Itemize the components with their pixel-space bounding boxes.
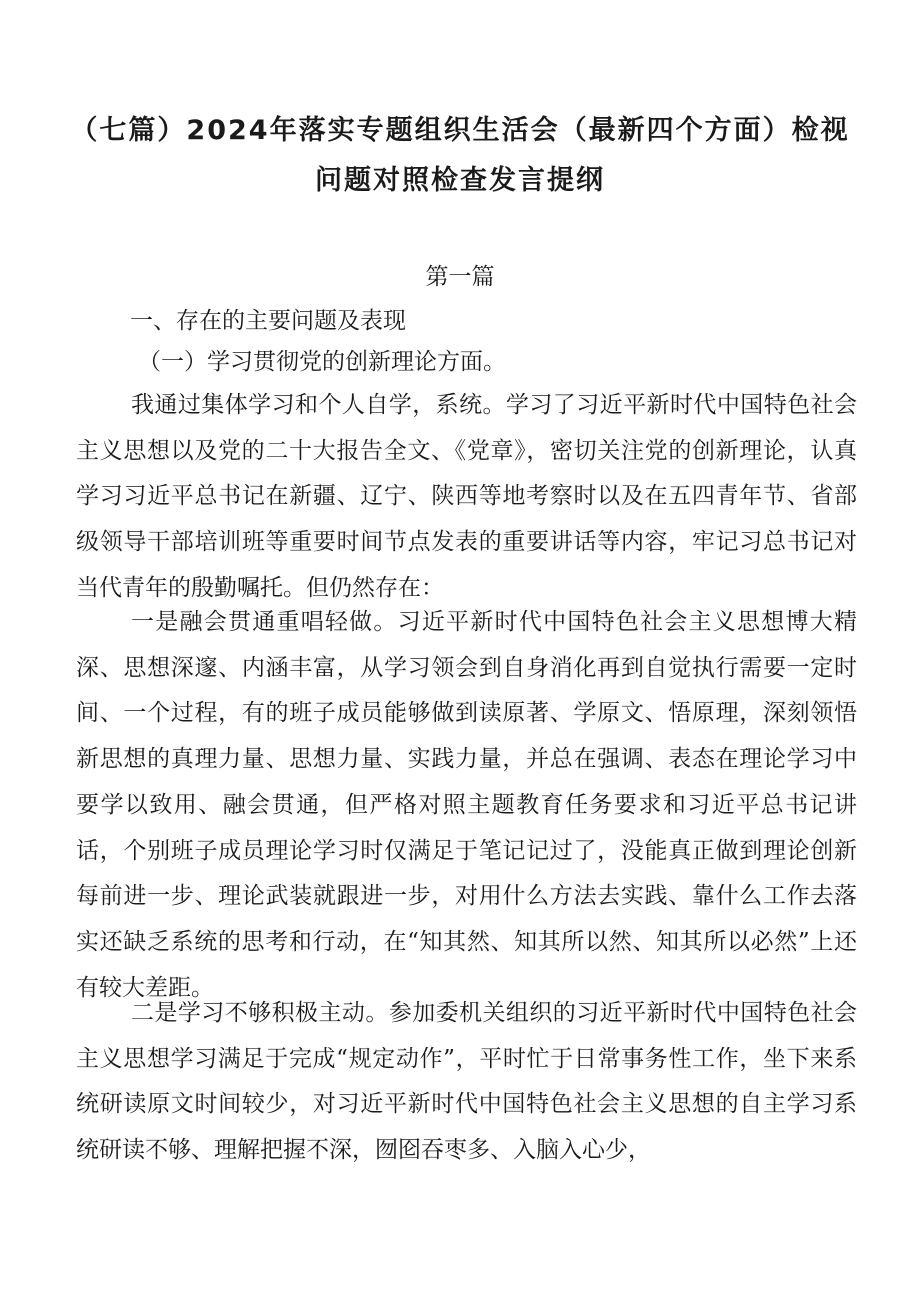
heading-level-2: （一）学习贯彻党的创新理论方面。	[138, 349, 506, 375]
document-title: （七篇）2024年落实专题组织生活会（最新四个方面）检视问题对照检查发言提纲	[70, 115, 850, 196]
section-title: 第一篇	[425, 264, 495, 290]
body-paragraph: 二是学习不够积极主动。参加委机关组织的习近平新时代中国特色社会主义思想学习满足于完成“规定动作”，平时忙于日常事务性工作，坐下来系统研读原文时间较少，对习近平新时代中国特色社会主义思想的自主学习系统研读不够、理解把握不深，囫囵吞枣多、入脑入心少，	[76, 1000, 857, 1164]
body-paragraph: 我通过集体学习和个人自学，系统。学习了习近平新时代中国特色社会主义思想以及党的二十大报告全文、《党章》，密切关注党的创新理论，认真学习习近平总书记在新疆、辽宁、陕西等地考察时以及在五四青年节、省部级领导干部培训班等重要时间节点发表的重要讲话等内容，牢记习总书记对当代青年的殷勤嘱托。但仍然存在：	[76, 392, 857, 601]
body-paragraph: 一是融会贯通重唱轻做。习近平新时代中国特色社会主义思想博大精深、思想深邃、内涵丰富，从学习领会到自身消化再到自觉执行需要一定时间、一个过程，有的班子成员能够做到读原著、学原文、悟原理，深刻领悟新思想的真理力量、思想力量、实践力量，并总在强调、表态在理论学习中要学以致用、融会贯通，但严格对照主题教育任务要求和习近平总书记讲话，个别班子成员理论学习时仅满足于笔记记过了，没能真正做到理论创新每前进一步、理论武装就跟进一步，对用什么方法去实践、靠什么工作去落实还缺乏系统的思考和行动，在“知其然、知其所以然、知其所以必然”上还有较大差距。	[76, 609, 857, 1001]
heading-level-1: 一、存在的主要问题及表现	[130, 308, 406, 334]
